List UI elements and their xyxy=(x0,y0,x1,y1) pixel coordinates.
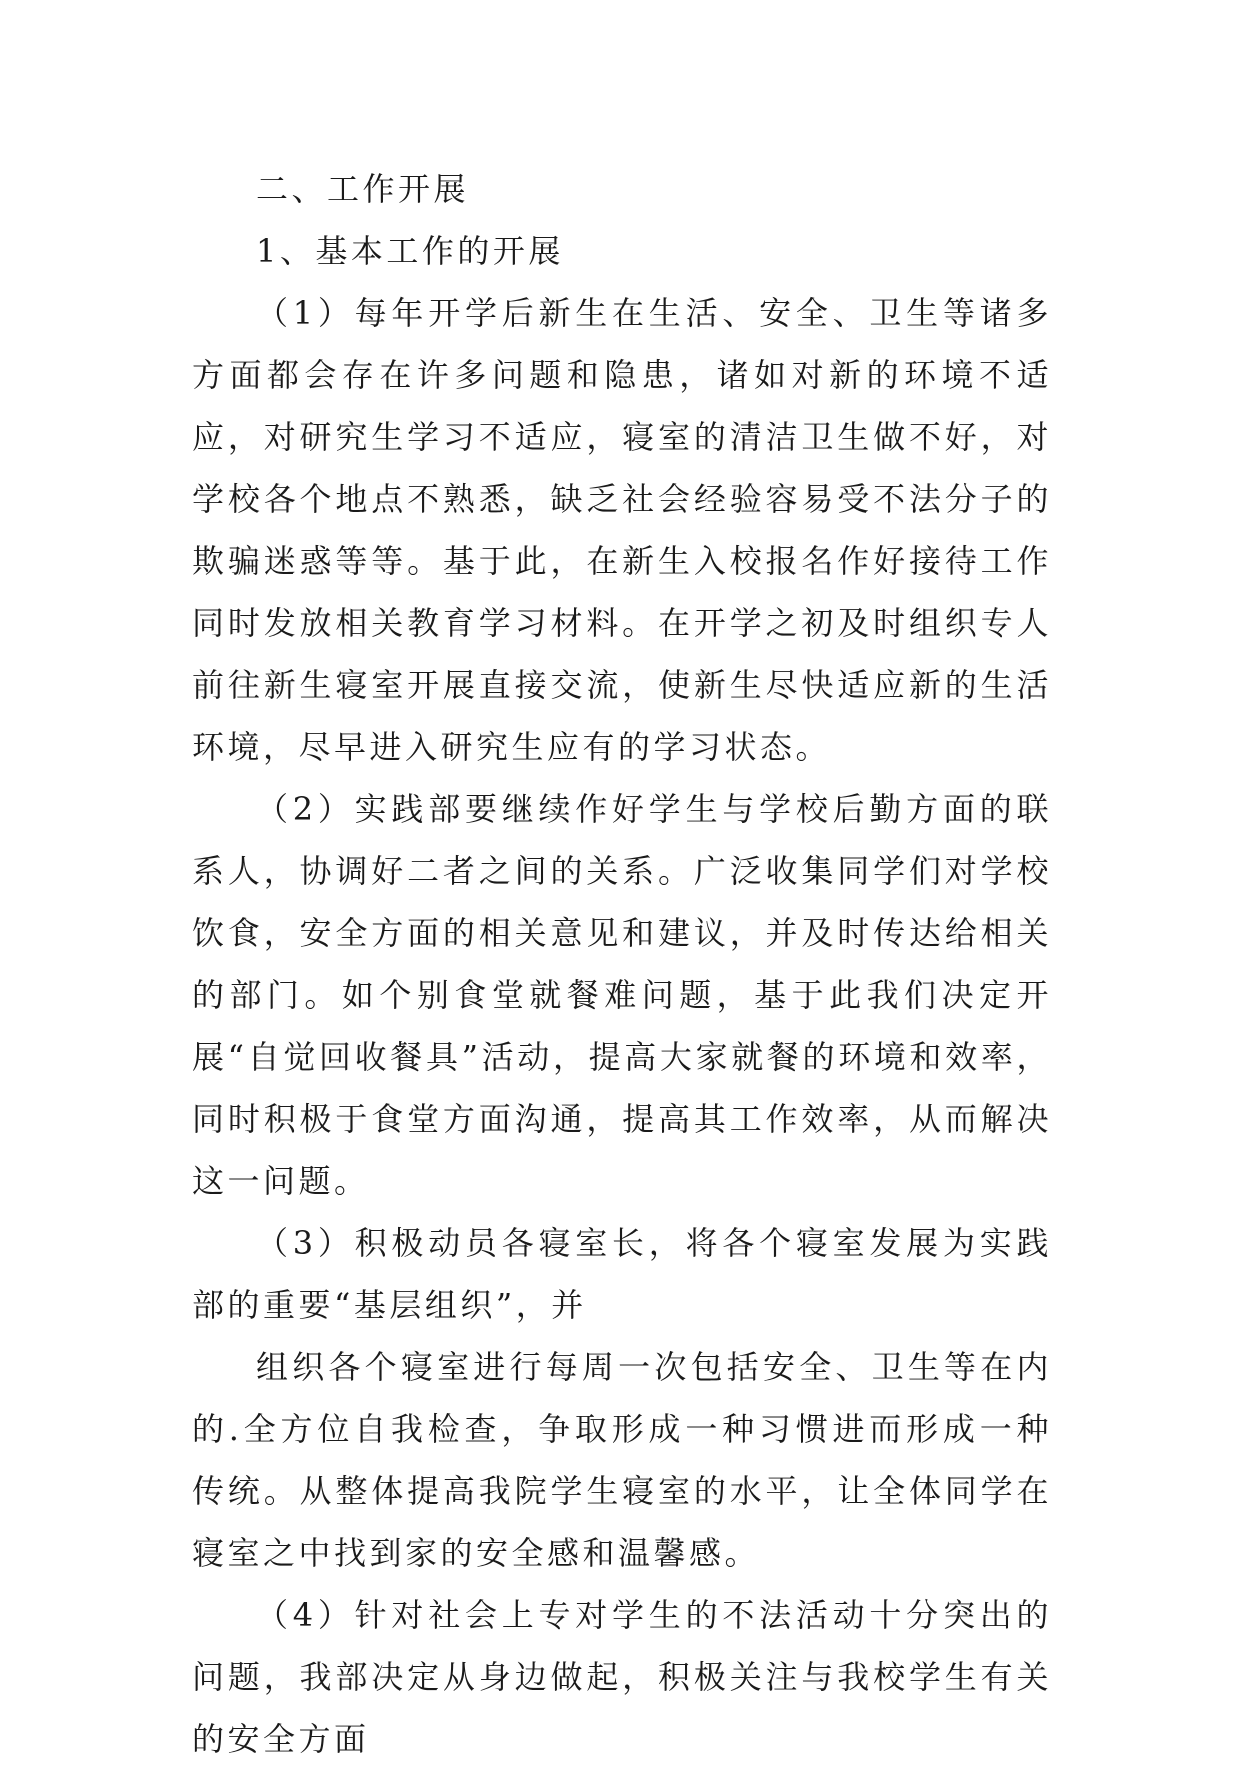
paragraph-4: 组织各个寝室进行每周一次包括安全、卫生等在内的.全方位自我检查，争取形成一种习惯进而形成一种传统。从整体提高我院学生寝室的水平，让全体同学在寝室之中找到家的安全感和温馨感。 xyxy=(192,1348,1052,1572)
subsection-heading: 1、基本工作的开展 xyxy=(256,232,564,270)
section-heading: 二、工作开展 xyxy=(256,170,470,208)
document-body xyxy=(192,158,1052,1770)
paragraph-5: （4）针对社会上专对学生的不法活动十分突出的问题，我部决定从身边做起，积极关注与我校学生有关的安全方面 xyxy=(192,1596,1052,1758)
paragraph-2: （2）实践部要继续作好学生与学校后勤方面的联系人，协调好二者之间的关系。广泛收集同学们对学校饮食，安全方面的相关意见和建议，并及时传达给相关的部门。如个别食堂就餐难问题，基于此我们决定开展“自觉回收餐具”活动，提高大家就餐的环境和效率，同时积极于食堂方面沟通，提高其工作效率，从而解决这一问题。 xyxy=(192,790,1052,1200)
paragraph-3: （3）积极动员各寝室长，将各个寝室发展为实践部的重要“基层组织”，并 xyxy=(192,1224,1052,1324)
paragraph-1: （1）每年开学后新生在生活、安全、卫生等诸多方面都会存在许多问题和隐患，诸如对新的环境不适应，对研究生学习不适应，寝室的清洁卫生做不好，对学校各个地点不熟悉，缺乏社会经验容易受不法分子的欺骗迷惑等等。基于此，在新生入校报名作好接待工作同时发放相关教育学习材料。在开学之初及时组织专人前往新生寝室开展直接交流，使新生尽快适应新的生活环境，尽早进入研究生应有的学习状态。 xyxy=(192,294,1052,766)
